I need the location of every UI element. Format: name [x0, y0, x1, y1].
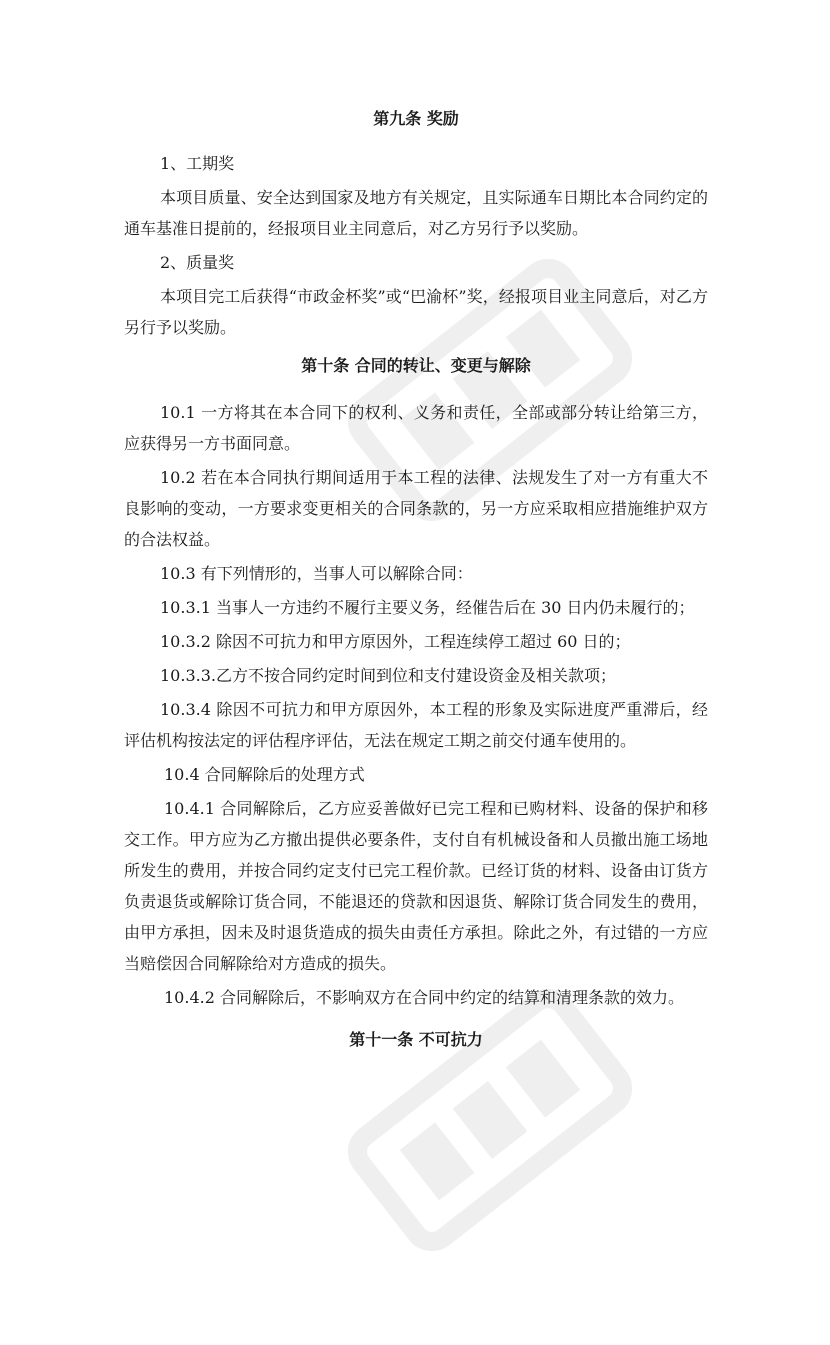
clause-10-4-1: 10.4.1 合同解除后，乙方应妥善做好已完工程和已购材料、设备的保护和移交工作。甲方应为乙方撤出提供必要条件，支付自有机械设备和人员撤出施工场地所发生的费用，并按合同约定支付已完工程价款。已经订货的材料、设备由订货方负责退货或解除订货合同，不能退还的贷款和因退货、解除订货合同发生的费用，由甲方承担，因未及时退货造成的损失由责任方承担。除此之外，有过错的一方应当赔偿因合同解除给对方造成的损失。	[124, 799, 708, 973]
paragraph-quality-bonus: 本项目完工后获得“市政金杯奖”或“巴渝杯”奖，经报项目业主同意后，对乙方另行予以奖励。	[124, 287, 708, 337]
item-label-quality-bonus: 2、质量奖	[160, 253, 235, 272]
clause-10-3-2: 10.3.2 除因不可抗力和甲方原因外，工程连续停工超过 60 日的；	[160, 632, 631, 651]
paragraph-schedule-bonus: 本项目质量、安全达到国家及地方有关规定，且实际通车日期比本合同约定的通车基准日提前的，经报项目业主同意后，对乙方另行予以奖励。	[124, 188, 708, 238]
section-title-10: 第十条 合同的转让、变更与解除	[301, 356, 531, 375]
document-body	[124, 104, 708, 1055]
item-label-schedule-bonus: 1、工期奖	[160, 154, 235, 173]
clause-10-4: 10.4 合同解除后的处理方式	[164, 765, 365, 784]
clause-10-3-4: 10.3.4 除因不可抗力和甲方原因外，本工程的形象及实际进度严重滞后，经评估机构按法定的评估程序评估，无法在规定工期之前交付通车使用的。	[124, 700, 708, 750]
clause-10-4-2: 10.4.2 合同解除后，不影响双方在合同中约定的结算和清理条款的效力。	[164, 988, 684, 1007]
section-title-11: 第十一条 不可抗力	[349, 1030, 483, 1049]
clause-10-1: 10.1 一方将其在本合同下的权利、义务和责任，全部或部分转让给第三方，应获得另一方书面同意。	[124, 403, 708, 453]
clause-10-3: 10.3 有下列情形的，当事人可以解除合同：	[160, 564, 473, 583]
clause-10-2: 10.2 若在本合同执行期间适用于本工程的法律、法规发生了对一方有重大不良影响的变动，一方要求变更相关的合同条款的，另一方应采取相应措施维护双方的合法权益。	[124, 468, 708, 549]
section-title-9: 第九条 奖励	[373, 109, 459, 128]
clause-10-3-3: 10.3.3.乙方不按合同约定时间到位和支付建设资金及相关款项；	[160, 666, 616, 685]
clause-10-3-1: 10.3.1 当事人一方违约不履行主要义务，经催告后在 30 日内仍未履行的；	[160, 598, 695, 617]
